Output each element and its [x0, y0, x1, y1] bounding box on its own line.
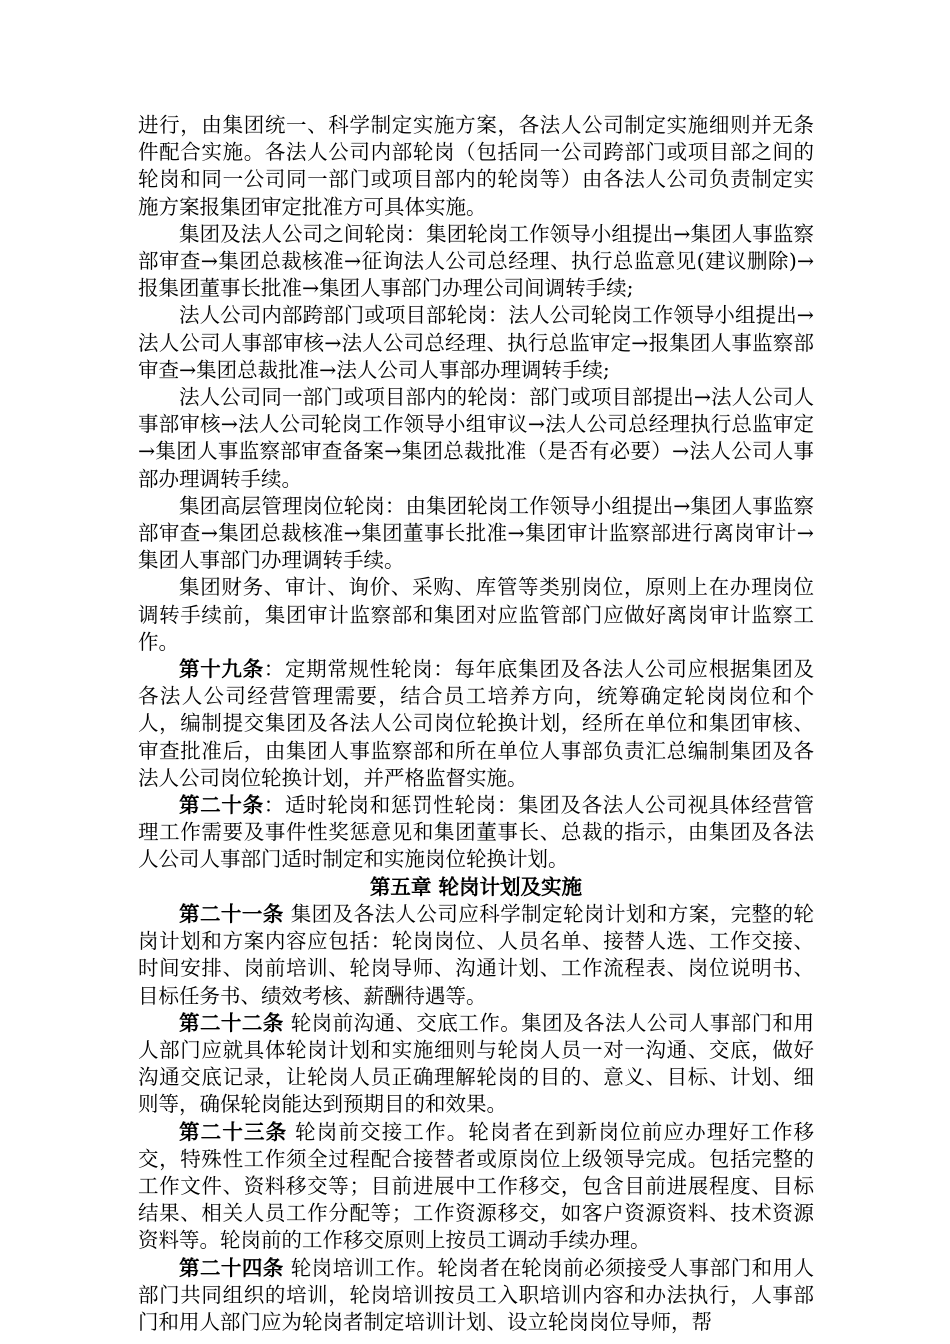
article-label: 第二十二条	[179, 1010, 284, 1035]
paragraph-cross-department-rotation	[138, 302, 814, 384]
paragraph-group-company-rotation	[138, 221, 814, 303]
article-21	[138, 901, 814, 1010]
paragraph-senior-management-rotation	[138, 493, 814, 575]
article-20	[138, 792, 814, 874]
chapter-title: 第五章 轮岗计划及实施	[369, 874, 583, 899]
paragraph-finance-audit-rotation	[138, 574, 814, 656]
article-label: 第十九条	[179, 657, 264, 682]
paragraph-text: 法人公司同一部门或项目部内的轮岗：部门或项目部提出→法人公司人事部审核→法人公司轮岗工作领导小组审议→法人公司总经理执行总监审定→集团人事监察部审查备案→集团总裁批准（是否有必要）→法人公司人事部办理调转手续。	[138, 385, 814, 491]
article-text: 轮岗前沟通、交底工作。集团及各法人公司人事部门和用人部门应就具体轮岗计划和实施细则与轮岗人员一对一沟通、交底，做好沟通交底记录，让轮岗人员正确理解轮岗的目的、意义、目标、计划、细则等，确保轮岗能达到预期目的和效果。	[138, 1010, 815, 1117]
article-23	[138, 1119, 814, 1255]
article-label: 第二十三条	[179, 1119, 288, 1144]
article-text: 轮岗前交接工作。轮岗者在到新岗位前应办理好工作移交，特殊性工作须全过程配合接替者或原岗位上级领导完成。包括完整的工作文件、资料移交等；目前进展中工作移交，包含目前进展程度、目标结果、相关人员工作分配等；工作资源移交，如客户资源资料、技术资源资料等。轮岗前的工作移交原则上按员工调动手续办理。	[138, 1119, 814, 1253]
paragraph-same-department-rotation	[138, 384, 814, 493]
article-text: ：定期常规性轮岗：每年底集团及各法人公司应根据集团及各法人公司经营管理需要，结合员工培养方向，统筹确定轮岗岗位和个人，编制提交集团及各法人公司岗位轮换计划，经所在单位和集团审核、审查批准后，由集团人事监察部和所在单位人事部负责汇总编制集团及各法人公司岗位轮换计划，并严格监督实施。	[138, 657, 815, 790]
article-24	[138, 1255, 814, 1337]
article-text: ：适时轮岗和惩罚性轮岗：集团及各法人公司视具体经营管理工作需要及事件性奖惩意见和集团董事长、总裁的指示，由集团及各法人公司人事部门适时制定和实施岗位轮换计划。	[138, 793, 815, 872]
paragraph-text: 集团财务、审计、询价、采购、库管等类别岗位，原则上在办理岗位调转手续前，集团审计监察部和集团对应监管部门应做好离岗审计监察工作。	[138, 575, 814, 654]
document-page	[138, 112, 814, 1336]
article-label: 第二十条	[179, 793, 264, 818]
article-22	[138, 1010, 814, 1119]
article-text: 轮岗培训工作。轮岗者在轮岗前必须接受人事部门和用人部门共同组织的培训，轮岗培训按员工入职培训内容和办法执行，人事部门和用人部门应为轮岗者制定培训计划、设立轮岗岗位导师，帮	[138, 1255, 815, 1334]
article-text: 集团及各法人公司应科学制定轮岗计划和方案，完整的轮岗计划和方案内容应包括：轮岗岗位、人员名单、接替人选、工作交接、时间安排、岗前培训、轮岗导师、沟通计划、工作流程表、岗位说明书、目标任务书、绩效考核、薪酬待遇等。	[138, 901, 815, 1008]
paragraph-text: 进行，由集团统一、科学制定实施方案，各法人公司制定实施细则并无条件配合实施。各法人公司内部轮岗（包括同一公司跨部门或项目部之间的轮岗和同一公司同一部门或项目部内的轮岗等）由各法人公司负责制定实施方案报集团审定批准方可具体实施。	[138, 113, 814, 219]
paragraph-text: 集团高层管理岗位轮岗：由集团轮岗工作领导小组提出→集团人事监察部审查→集团总裁核准→集团董事长批准→集团审计监察部进行离岗审计→集团人事部门办理调转手续。	[138, 493, 814, 573]
article-label: 第二十四条	[179, 1255, 284, 1280]
article-19	[138, 656, 814, 792]
article-label: 第二十一条	[179, 901, 284, 926]
paragraph-continuation	[138, 112, 814, 221]
paragraph-text: 法人公司内部跨部门或项目部轮岗：法人公司轮岗工作领导小组提出→法人公司人事部审核→法人公司总经理、执行总监审定→报集团人事监察部审查→集团总裁批准→法人公司人事部办理调转手续;	[138, 303, 814, 382]
paragraph-text: 集团及法人公司之间轮岗：集团轮岗工作领导小组提出→集团人事监察部审查→集团总裁核准→征询法人公司总经理、执行总监意见(建议删除)→报集团董事长批准→集团人事部门办理公司间调转手续;	[138, 221, 814, 301]
